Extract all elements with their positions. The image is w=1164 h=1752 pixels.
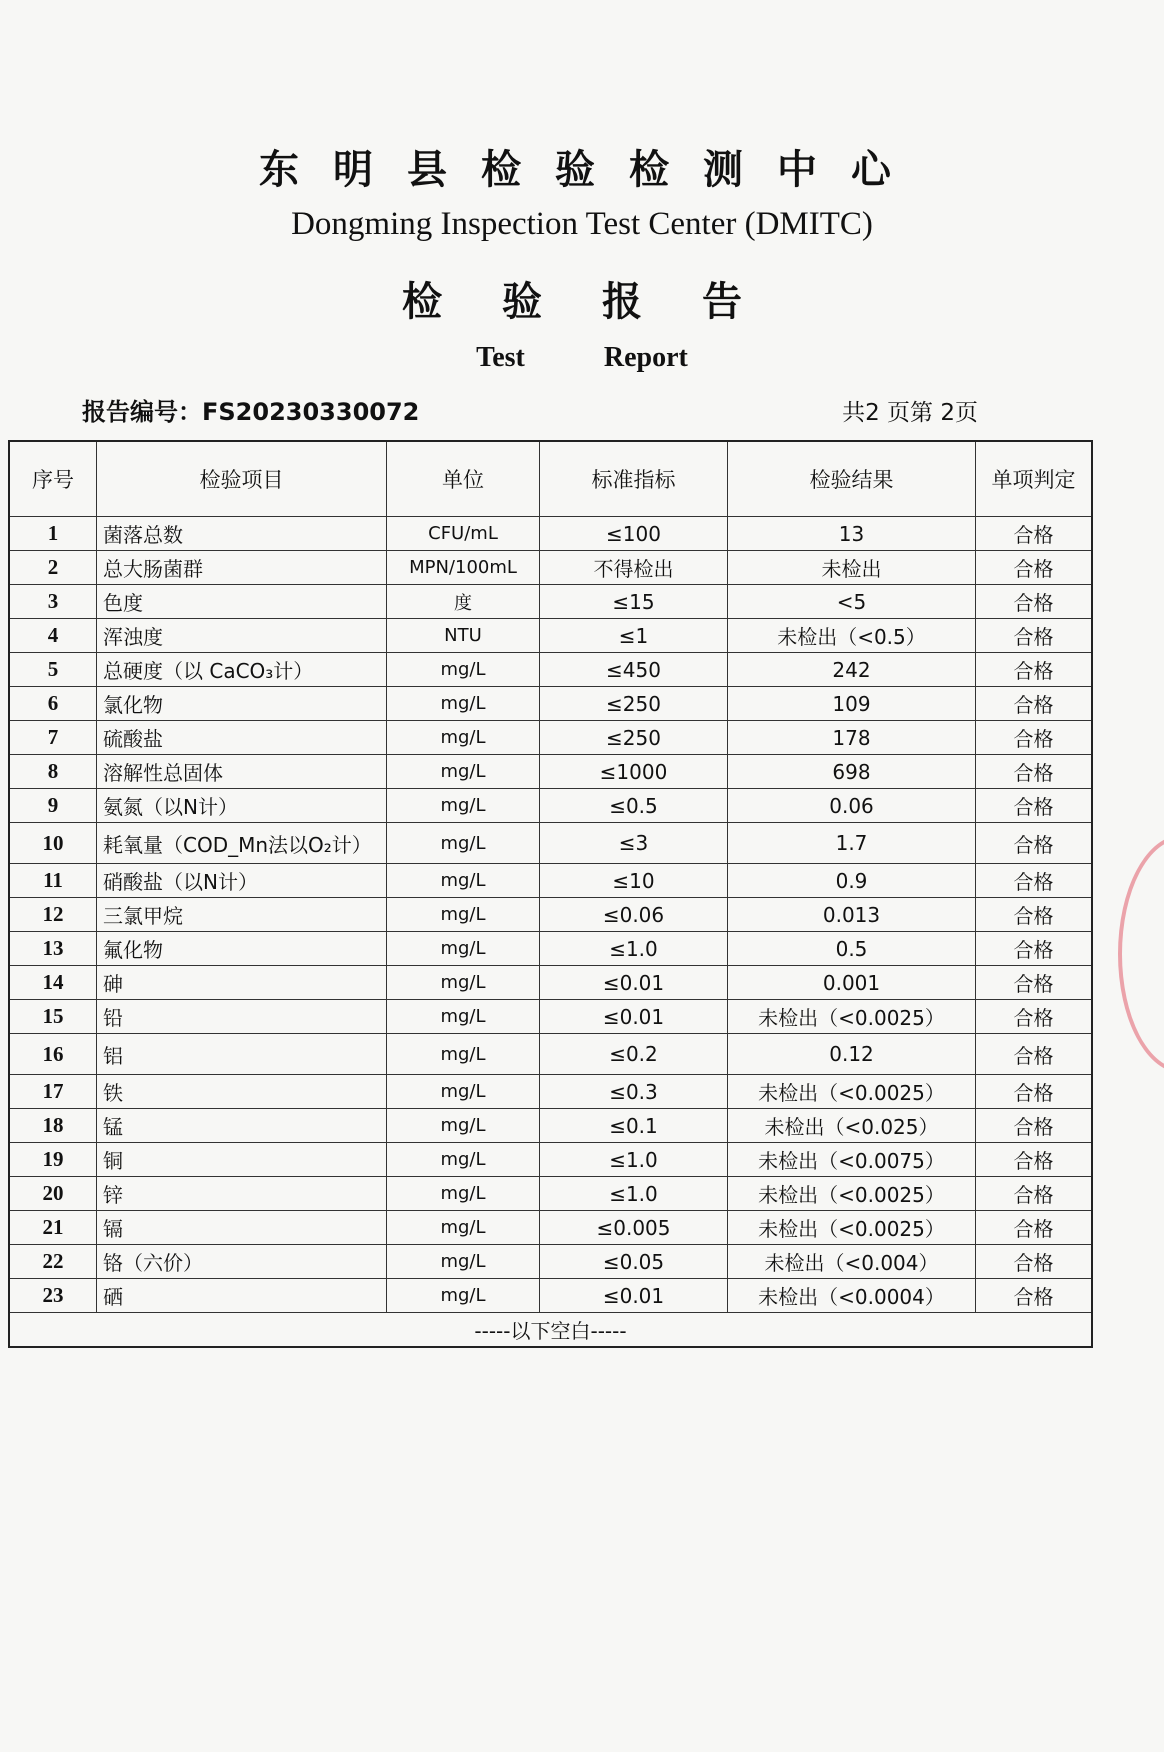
- cell-item: 铁: [97, 1075, 387, 1109]
- cell-item: 耗氧量（COD_Mn法以O₂计）: [97, 823, 387, 864]
- cell-item: 氯化物: [97, 687, 387, 721]
- results-table: [8, 440, 1093, 1348]
- cell-unit: mg/L: [387, 966, 540, 1000]
- cell-no: 22: [9, 1245, 97, 1279]
- cell-result: 0.9: [728, 864, 976, 898]
- cell-no: 11: [9, 864, 97, 898]
- cell-item: 硫酸盐: [97, 721, 387, 755]
- cell-item: 总硬度（以 CaCO₃计）: [97, 653, 387, 687]
- cell-judgement: 合格: [976, 585, 1093, 619]
- table-row: [9, 517, 1092, 551]
- page-count: 共2 页第 2页: [842, 400, 978, 426]
- cell-no: 2: [9, 551, 97, 585]
- cell-judgement: 合格: [976, 1109, 1093, 1143]
- cell-unit: mg/L: [387, 1245, 540, 1279]
- cell-standard: ≤1: [540, 619, 728, 653]
- table-row: [9, 585, 1092, 619]
- cell-unit: mg/L: [387, 1000, 540, 1034]
- table-row: [9, 789, 1092, 823]
- cell-judgement: 合格: [976, 1143, 1093, 1177]
- cell-judgement: 合格: [976, 517, 1093, 551]
- cell-result: 未检出（<0.0075）: [728, 1143, 976, 1177]
- cell-item: 砷: [97, 966, 387, 1000]
- cell-no: 15: [9, 1000, 97, 1034]
- cell-unit: mg/L: [387, 932, 540, 966]
- cell-standard: ≤0.06: [540, 898, 728, 932]
- cell-no: 4: [9, 619, 97, 653]
- table-row: [9, 898, 1092, 932]
- cell-judgement: 合格: [976, 551, 1093, 585]
- cell-result: 未检出（<0.0025）: [728, 1211, 976, 1245]
- cell-item: 锌: [97, 1177, 387, 1211]
- cell-judgement: 合格: [976, 1000, 1093, 1034]
- cell-standard: ≤250: [540, 721, 728, 755]
- cell-no: 3: [9, 585, 97, 619]
- cell-no: 8: [9, 755, 97, 789]
- cell-standard: ≤0.01: [540, 1000, 728, 1034]
- table-row: [9, 551, 1092, 585]
- cell-no: 23: [9, 1279, 97, 1313]
- cell-standard: ≤0.05: [540, 1245, 728, 1279]
- cell-no: 14: [9, 966, 97, 1000]
- cell-item: 总大肠菌群: [97, 551, 387, 585]
- table-row: [9, 864, 1092, 898]
- cell-result: <5: [728, 585, 976, 619]
- cell-judgement: 合格: [976, 1245, 1093, 1279]
- cell-standard: ≤3: [540, 823, 728, 864]
- cell-judgement: 合格: [976, 1211, 1093, 1245]
- table-row: [9, 1034, 1092, 1075]
- cell-no: 19: [9, 1143, 97, 1177]
- cell-item: 铅: [97, 1000, 387, 1034]
- table-row: [9, 966, 1092, 1000]
- cell-item: 铝: [97, 1034, 387, 1075]
- table-row: [9, 653, 1092, 687]
- table-row: [9, 619, 1092, 653]
- cell-result: 0.001: [728, 966, 976, 1000]
- col-header-judgement: 单项判定: [976, 441, 1093, 517]
- cell-unit: mg/L: [387, 1143, 540, 1177]
- cell-result: 0.06: [728, 789, 976, 823]
- cell-unit: mg/L: [387, 1211, 540, 1245]
- cell-unit: mg/L: [387, 1075, 540, 1109]
- table-row: [9, 823, 1092, 864]
- cell-no: 18: [9, 1109, 97, 1143]
- cell-unit: mg/L: [387, 1109, 540, 1143]
- table-row: [9, 1177, 1092, 1211]
- cell-standard: ≤1000: [540, 755, 728, 789]
- doc-title-en: Test Report: [476, 342, 688, 373]
- cell-item: 色度: [97, 585, 387, 619]
- cell-item: 镉: [97, 1211, 387, 1245]
- col-header-result: 检验结果: [728, 441, 976, 517]
- table-row: [9, 687, 1092, 721]
- cell-item: 浑浊度: [97, 619, 387, 653]
- cell-judgement: 合格: [976, 687, 1093, 721]
- cell-item: 锰: [97, 1109, 387, 1143]
- cell-item: 溶解性总固体: [97, 755, 387, 789]
- cell-unit: mg/L: [387, 653, 540, 687]
- table-row: [9, 1245, 1092, 1279]
- cell-standard: ≤450: [540, 653, 728, 687]
- col-header-standard: 标准指标: [540, 441, 728, 517]
- doc-title-cn: 检验报告: [402, 279, 802, 325]
- col-header-unit: 单位: [387, 441, 540, 517]
- cell-no: 6: [9, 687, 97, 721]
- cell-unit: mg/L: [387, 1177, 540, 1211]
- cell-no: 16: [9, 1034, 97, 1075]
- table-row: [9, 755, 1092, 789]
- cell-no: 21: [9, 1211, 97, 1245]
- cell-unit: mg/L: [387, 789, 540, 823]
- cell-result: 13: [728, 517, 976, 551]
- cell-result: 未检出（<0.5）: [728, 619, 976, 653]
- cell-result: 未检出（<0.004）: [728, 1245, 976, 1279]
- cell-result: 未检出（<0.0025）: [728, 1177, 976, 1211]
- table-row: [9, 1000, 1092, 1034]
- table-row: [9, 1143, 1092, 1177]
- cell-judgement: 合格: [976, 789, 1093, 823]
- cell-item: 硝酸盐（以N计）: [97, 864, 387, 898]
- cell-standard: ≤0.3: [540, 1075, 728, 1109]
- cell-judgement: 合格: [976, 898, 1093, 932]
- cell-result: 0.5: [728, 932, 976, 966]
- cell-judgement: 合格: [976, 619, 1093, 653]
- cell-standard: ≤10: [540, 864, 728, 898]
- cell-item: 铜: [97, 1143, 387, 1177]
- cell-result: 1.7: [728, 823, 976, 864]
- cell-judgement: 合格: [976, 823, 1093, 864]
- cell-no: 1: [9, 517, 97, 551]
- table-footer-row: [9, 1313, 1092, 1348]
- cell-unit: mg/L: [387, 898, 540, 932]
- cell-standard: ≤0.01: [540, 1279, 728, 1313]
- cell-standard: ≤0.1: [540, 1109, 728, 1143]
- cell-unit: NTU: [387, 619, 540, 653]
- cell-item: 氟化物: [97, 932, 387, 966]
- table-row: [9, 1109, 1092, 1143]
- cell-no: 9: [9, 789, 97, 823]
- cell-result: 未检出（<0.0025）: [728, 1000, 976, 1034]
- cell-standard: ≤1.0: [540, 1177, 728, 1211]
- cell-judgement: 合格: [976, 1279, 1093, 1313]
- cell-result: 未检出: [728, 551, 976, 585]
- cell-unit: mg/L: [387, 864, 540, 898]
- cell-judgement: 合格: [976, 653, 1093, 687]
- cell-no: 5: [9, 653, 97, 687]
- cell-standard: ≤0.005: [540, 1211, 728, 1245]
- cell-standard: ≤15: [540, 585, 728, 619]
- cell-judgement: 合格: [976, 966, 1093, 1000]
- cell-result: 109: [728, 687, 976, 721]
- cell-unit: mg/L: [387, 1279, 540, 1313]
- cell-no: 13: [9, 932, 97, 966]
- cell-judgement: 合格: [976, 1075, 1093, 1109]
- cell-no: 20: [9, 1177, 97, 1211]
- cell-unit: mg/L: [387, 1034, 540, 1075]
- cell-unit: MPN/100mL: [387, 551, 540, 585]
- cell-standard: ≤0.2: [540, 1034, 728, 1075]
- cell-no: 17: [9, 1075, 97, 1109]
- cell-item: 铬（六价）: [97, 1245, 387, 1279]
- cell-unit: mg/L: [387, 687, 540, 721]
- cell-result: 0.013: [728, 898, 976, 932]
- table-header-row: [9, 441, 1092, 517]
- cell-result: 178: [728, 721, 976, 755]
- table-body: [9, 517, 1092, 1313]
- col-header-no: 序号: [9, 441, 97, 517]
- cell-judgement: 合格: [976, 721, 1093, 755]
- cell-judgement: 合格: [976, 755, 1093, 789]
- cell-result: 698: [728, 755, 976, 789]
- cell-unit: mg/L: [387, 823, 540, 864]
- table-row: [9, 1211, 1092, 1245]
- cell-no: 10: [9, 823, 97, 864]
- cell-no: 7: [9, 721, 97, 755]
- cell-unit: mg/L: [387, 721, 540, 755]
- cell-standard: ≤100: [540, 517, 728, 551]
- org-name-cn: 东明县检验检测中心: [259, 147, 925, 193]
- cell-standard: 不得检出: [540, 551, 728, 585]
- table-row: [9, 1279, 1092, 1313]
- official-seal-stamp: [1118, 835, 1164, 1073]
- col-header-item: 检验项目: [97, 441, 387, 517]
- cell-result: 未检出（<0.0025）: [728, 1075, 976, 1109]
- blank-below-note: -----以下空白-----: [9, 1313, 1092, 1348]
- cell-result: 242: [728, 653, 976, 687]
- cell-unit: mg/L: [387, 755, 540, 789]
- cell-judgement: 合格: [976, 1177, 1093, 1211]
- cell-unit: 度: [387, 585, 540, 619]
- cell-standard: ≤1.0: [540, 1143, 728, 1177]
- table-row: [9, 721, 1092, 755]
- cell-item: 菌落总数: [97, 517, 387, 551]
- cell-judgement: 合格: [976, 932, 1093, 966]
- cell-standard: ≤250: [540, 687, 728, 721]
- cell-result: 0.12: [728, 1034, 976, 1075]
- cell-standard: ≤0.5: [540, 789, 728, 823]
- cell-item: 硒: [97, 1279, 387, 1313]
- cell-item: 氨氮（以N计）: [97, 789, 387, 823]
- cell-standard: ≤0.01: [540, 966, 728, 1000]
- cell-item: 三氯甲烷: [97, 898, 387, 932]
- cell-judgement: 合格: [976, 864, 1093, 898]
- cell-result: 未检出（<0.0004）: [728, 1279, 976, 1313]
- cell-unit: CFU/mL: [387, 517, 540, 551]
- cell-standard: ≤1.0: [540, 932, 728, 966]
- cell-no: 12: [9, 898, 97, 932]
- cell-judgement: 合格: [976, 1034, 1093, 1075]
- org-name-en: Dongming Inspection Test Center (DMITC): [291, 206, 873, 242]
- table-row: [9, 932, 1092, 966]
- cell-result: 未检出（<0.025）: [728, 1109, 976, 1143]
- table-row: [9, 1075, 1092, 1109]
- report-number: 报告编号：FS20230330072: [82, 398, 420, 426]
